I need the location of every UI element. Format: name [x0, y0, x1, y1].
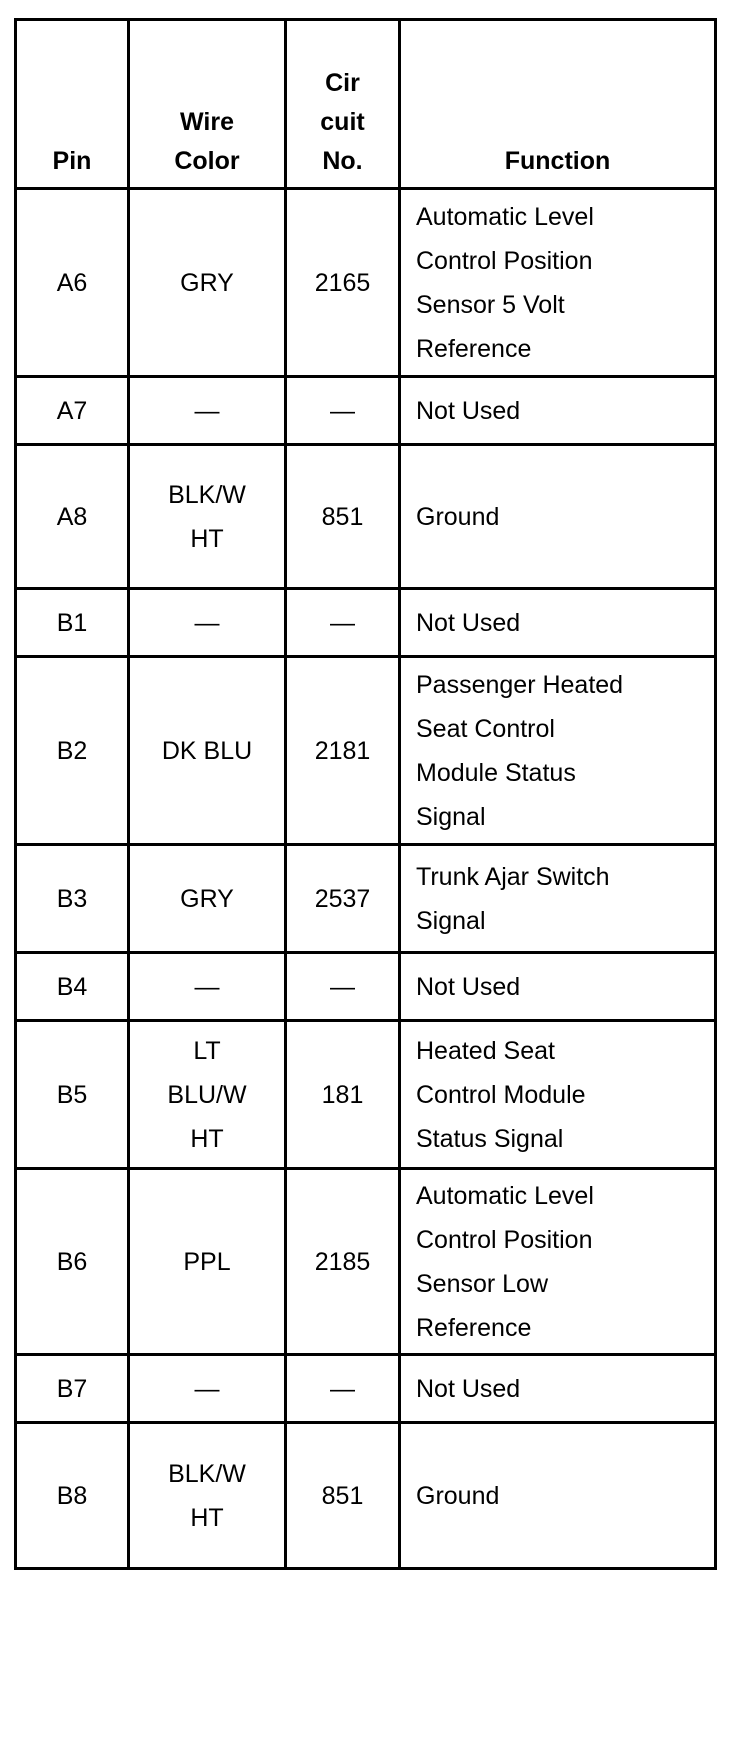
pin-cell: A8	[16, 445, 129, 589]
connector-pinout-table	[14, 18, 717, 1570]
circuit-cell: —	[286, 1355, 400, 1423]
function-cell: Automatic Level Control Position Sensor Low Reference	[400, 1169, 716, 1355]
pin-cell: B2	[16, 657, 129, 845]
pin-cell: A7	[16, 377, 129, 445]
wire-color-cell: GRY	[129, 189, 286, 377]
circuit-cell: 181	[286, 1021, 400, 1169]
pin-cell: B7	[16, 1355, 129, 1423]
function-cell: Passenger Heated Seat Control Module Status Signal	[400, 657, 716, 845]
header-circuit-no: Cir cuit No.	[286, 20, 400, 189]
table-row	[16, 657, 716, 845]
table-row	[16, 1021, 716, 1169]
wire-color-cell: —	[129, 589, 286, 657]
pin-cell: B5	[16, 1021, 129, 1169]
table-row	[16, 953, 716, 1021]
circuit-cell: 2537	[286, 845, 400, 953]
table-row	[16, 445, 716, 589]
function-cell: Ground	[400, 445, 716, 589]
pin-cell: A6	[16, 189, 129, 377]
table-row	[16, 845, 716, 953]
table-row	[16, 589, 716, 657]
circuit-cell: 2185	[286, 1169, 400, 1355]
wire-color-cell: —	[129, 953, 286, 1021]
function-cell: Automatic Level Control Position Sensor 5 Volt Reference	[400, 189, 716, 377]
circuit-cell: 2165	[286, 189, 400, 377]
pin-cell: B4	[16, 953, 129, 1021]
circuit-cell: —	[286, 953, 400, 1021]
wire-color-cell: PPL	[129, 1169, 286, 1355]
wire-color-cell: BLK/W HT	[129, 445, 286, 589]
pin-cell: B3	[16, 845, 129, 953]
table-row	[16, 1423, 716, 1569]
circuit-cell: —	[286, 377, 400, 445]
header-function: Function	[400, 20, 716, 189]
wire-color-cell: —	[129, 377, 286, 445]
header-wire-color: Wire Color	[129, 20, 286, 189]
table-row	[16, 1355, 716, 1423]
pin-cell: B8	[16, 1423, 129, 1569]
function-cell: Not Used	[400, 377, 716, 445]
wire-color-cell: DK BLU	[129, 657, 286, 845]
circuit-cell: 851	[286, 1423, 400, 1569]
function-cell: Ground	[400, 1423, 716, 1569]
table-row	[16, 1169, 716, 1355]
function-cell: Heated Seat Control Module Status Signal	[400, 1021, 716, 1169]
wire-color-cell: BLK/W HT	[129, 1423, 286, 1569]
wire-color-cell: —	[129, 1355, 286, 1423]
function-cell: Trunk Ajar Switch Signal	[400, 845, 716, 953]
pin-cell: B6	[16, 1169, 129, 1355]
wire-color-cell: LT BLU/W HT	[129, 1021, 286, 1169]
wire-color-cell: GRY	[129, 845, 286, 953]
header-row	[16, 20, 716, 189]
table-row	[16, 377, 716, 445]
function-cell: Not Used	[400, 953, 716, 1021]
header-pin: Pin	[16, 20, 129, 189]
pin-cell: B1	[16, 589, 129, 657]
table-row	[16, 189, 716, 377]
function-cell: Not Used	[400, 1355, 716, 1423]
circuit-cell: 2181	[286, 657, 400, 845]
function-cell: Not Used	[400, 589, 716, 657]
circuit-cell: —	[286, 589, 400, 657]
circuit-cell: 851	[286, 445, 400, 589]
